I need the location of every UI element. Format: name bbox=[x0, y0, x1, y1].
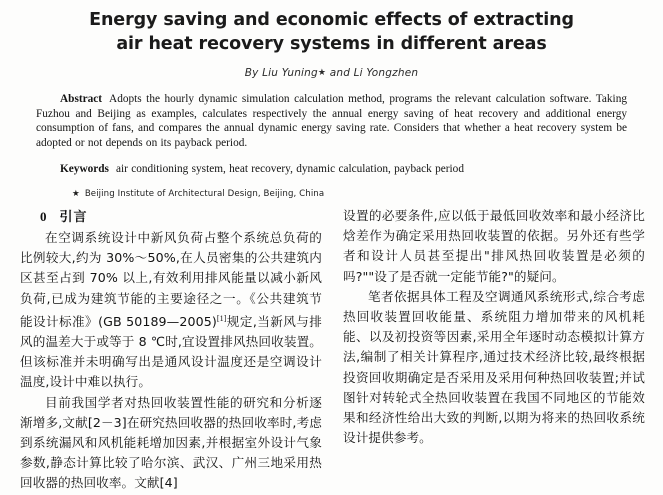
author-names-primary: By Liu Yuning bbox=[244, 67, 318, 79]
article-title bbox=[0, 0, 663, 56]
keywords-paragraph bbox=[36, 162, 627, 177]
body-columns bbox=[0, 206, 663, 495]
right-paragraph-2: 笔者依据具体工程及空调通风系统形式,综合考虑热回收装置回收能量、系统阻力增加带来的风机耗能、以及初投资等因素,采用全年逐时动态模拟计算方法,编制了相关计算程序,通过技术经济比较,最终根据投资回收期确定是否采用及采用何种热回收装置;并试图针对转轮式全热回收装置在我国不同地区的节能效果和经济性给出大致的判断,以期为将来的热回收系统设计提供参考。 bbox=[343, 288, 645, 446]
title-line-2: air heat recovery systems in different areas bbox=[116, 34, 547, 54]
left-paragraph-1-part-a: 在空调系统设计中新风负荷占整个系统总负荷的比例较大,约为 30%～50%,在人员密集的公共建筑内区甚至占到 70% 以上,有效利用排风能量以减小新风负荷,已成为建筑节能的主要途径之一。《公共建筑节能设计标准》(GB 50189—2005) bbox=[20, 230, 322, 329]
keywords-text: air conditioning system, heat recovery, dynamic calculation, payback period bbox=[115, 162, 464, 175]
section-title: 引言 bbox=[59, 210, 88, 225]
title-line-1: Energy saving and economic effects of extracting bbox=[89, 10, 574, 30]
left-column bbox=[20, 206, 322, 495]
abstract-text: Adopts the hourly dynamic simulation calculation method, programs the relevant calculation software. Taking Fuzhou and Beijing as examples, calculates respectively the annual energy saving of heat recovery and additional energy consumption of fans, and compares the annual dynamic energy saving rate. Considers that whether a heat recovery system be adopted or not depends on its payback period. bbox=[36, 93, 627, 149]
left-paragraph-2: 目前我国学者对热回收装置性能的研究和分析逐渐增多,文献[2－3]在研究热回收器的热回收率时,考虑到系统漏风和风机能耗增加因素,并根据室外设计气象参数,静态计算比较了哈尔滨、武汉、广州三地采用热回收器的热回收率。文献[4] bbox=[20, 394, 322, 491]
section-heading bbox=[20, 206, 322, 225]
author-byline bbox=[0, 67, 663, 79]
left-paragraph-1-part-b: 规定,当新风与排风的温差大于或等于 8 ℃时,宜设置排风热回收装置。但该标准并未明确写出是通风设计温度还是空调设计温度,设计中难以执行。 bbox=[20, 313, 322, 390]
abstract-label: Abstract bbox=[60, 93, 103, 105]
footnote-star-icon: ★ bbox=[317, 68, 327, 78]
right-column bbox=[343, 206, 645, 495]
affiliation-text: Beijing Institute of Architectural Design, Beijing, China bbox=[84, 189, 325, 200]
section-number: 0 bbox=[40, 209, 48, 224]
keywords-label: Keywords bbox=[60, 162, 109, 175]
footnote-star-icon: ★ bbox=[72, 189, 80, 200]
affiliation-footnote bbox=[0, 189, 663, 199]
right-paragraph-1: 设置的必要条件,应以低于最低回收效率和最小经济比焓差作为确定采用热回收装置的依据。另外还有些学者和设计人员甚至提出"排风热回收装置是必须的吗?""设了是否就一定能节能?"的疑问。 bbox=[343, 208, 645, 284]
abstract-paragraph bbox=[36, 92, 627, 150]
author-names-secondary: and Li Yongzhen bbox=[326, 67, 419, 79]
left-paragraph-1 bbox=[20, 228, 322, 393]
citation-ref-1: [1] bbox=[216, 313, 227, 323]
abstract-block bbox=[22, 92, 641, 176]
